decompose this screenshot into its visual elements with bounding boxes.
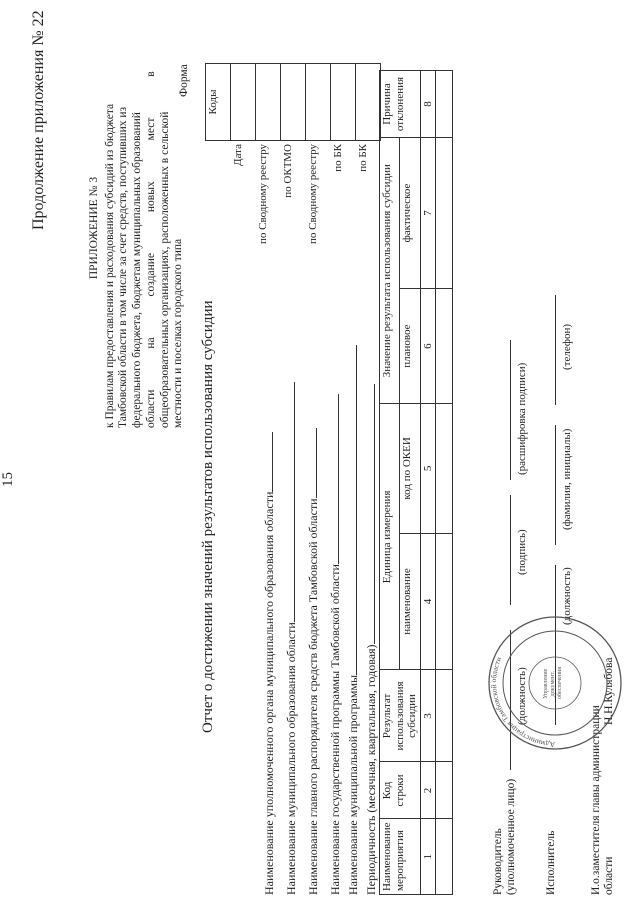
col-header-unit-name: наименование [400, 533, 420, 670]
appendix-line: к Правилам предоставления и расходования субсидий из бюджета [103, 103, 116, 428]
head-signature-line [510, 495, 511, 605]
col-header-okei: код по ОКЕИ [400, 404, 420, 533]
table-row [420, 71, 436, 895]
codes-row-value [331, 64, 356, 141]
decode-caption: (расшифровка подписи) [516, 362, 528, 475]
results-table [379, 70, 453, 895]
col-number: 6 [420, 288, 436, 403]
col-number: 2 [420, 762, 436, 819]
appendix-line: области на создание новых мест в [144, 71, 157, 428]
codes-row-label: по БК [356, 144, 369, 172]
codes-row-label: по БК [331, 144, 344, 172]
col-header-actual: фактическое [400, 138, 420, 289]
field-state-program [328, 394, 343, 895]
col-number: 5 [420, 404, 436, 533]
appendix-line: местности и поселках городского типа [172, 238, 185, 428]
appendix-line: Тамбовской области в том числе за счет средств, поступивших из [117, 106, 130, 428]
executor-fio-line [555, 425, 556, 545]
executor-phone-line [555, 295, 556, 405]
signature-caption: (подпись) [516, 529, 528, 575]
codes-row-label: по Сводному реестру [306, 144, 319, 244]
appendix-title: ПРИЛОЖЕНИЕ № 3 [88, 176, 100, 280]
field-label: Наименование государственной программы Тамбовской области [328, 564, 342, 895]
col-header-reason: Причина отклонения [380, 71, 421, 138]
table-row [436, 71, 453, 895]
phone-caption: (телефон) [561, 323, 573, 370]
deputy-role-2: области [603, 856, 615, 895]
col-header-result: Результат использования субсидии [380, 670, 421, 762]
field-label: Периодичность (месячная, квартальная, годовая) [364, 644, 378, 895]
field-chief-administrator [306, 428, 321, 895]
codes-row-value [356, 64, 381, 141]
col-number: 4 [420, 533, 436, 670]
head-role: Руководитель [492, 828, 504, 895]
stamp-inner-text: Управление документ. обеспечения [543, 666, 563, 700]
page-number: 15 [0, 472, 16, 487]
col-number: 3 [420, 670, 436, 762]
codes-row-label: по ОКТМО [281, 144, 294, 198]
codes-row-value [231, 64, 256, 141]
deputy-name: Н.Н.Кулябова [603, 657, 615, 725]
col-header-planned: плановое [400, 288, 420, 403]
head-decode-line [510, 340, 511, 480]
field-municipal-program [346, 345, 361, 895]
stamp-outer-text: Администрация Тамбовской области [488, 655, 556, 750]
form-label: Форма [178, 64, 190, 97]
deputy-role: И.о.заместителя главы администрации [590, 705, 602, 895]
col-header-activity: Наименование мероприятия [380, 819, 421, 895]
field-label: Наименование муниципальной программы [346, 674, 360, 895]
appendix-line: общеобразовательных организациях, расположенных в сельской [158, 111, 171, 428]
official-stamp-icon [485, 613, 625, 753]
executor-role: Исполнитель [545, 830, 557, 895]
col-number: 7 [420, 138, 436, 289]
fio-caption: (фамилия, инициалы) [561, 428, 573, 530]
position-caption: (должность) [516, 667, 528, 725]
field-label: Наименование главного распорядителя средств бюджета Тамбовской области [306, 498, 320, 895]
codes-row-value [256, 64, 281, 141]
codes-row-value [306, 64, 331, 141]
executor-position-caption: (должность) [561, 567, 573, 625]
codes-row-value [281, 64, 306, 141]
codes-row-label: Дата [231, 144, 244, 166]
col-number: 8 [420, 71, 436, 138]
codes-header: Коды [206, 64, 231, 141]
col-number: 1 [420, 819, 436, 895]
report-title: Отчет о достижении значений результатов использования субсидии [200, 300, 216, 733]
col-header-unit: Единица измерения [380, 404, 400, 670]
appendix-block [88, 28, 186, 428]
head-role-2: (уполномоченное лицо) [505, 778, 517, 895]
field-periodicity [364, 384, 379, 895]
col-header-code: Код строки [380, 762, 421, 819]
field-label: Наименование муниципального образования области [284, 622, 298, 895]
continuation-label: Продолжение приложения № 22 [30, 10, 47, 230]
field-municipality [284, 382, 299, 895]
codes-row-label: по Сводному реестру [256, 144, 269, 244]
codes-table [205, 63, 381, 338]
field-label: Наименование уполномоченного органа муниципального образования области [262, 491, 276, 895]
col-header-value: Значение результата использования субсидии [380, 138, 400, 404]
field-authorized-body [262, 432, 277, 895]
appendix-line: федерального бюджета, бюджетам муниципальных образований [131, 112, 144, 428]
